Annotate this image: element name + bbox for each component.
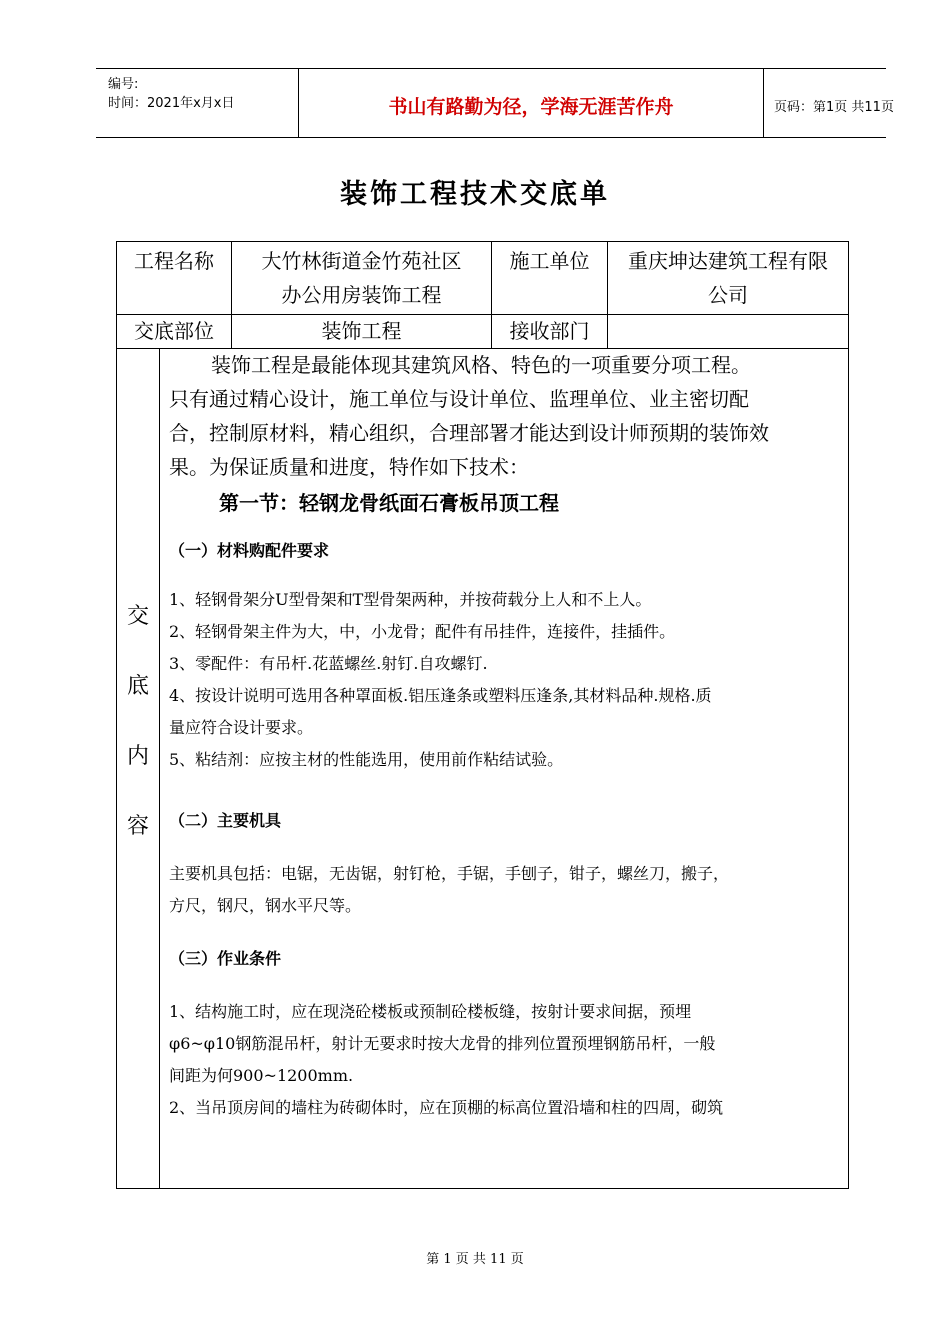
side-char: 底 xyxy=(126,674,149,699)
doc-date: 时间：2021年x月x日 xyxy=(108,96,235,111)
page-header xyxy=(96,68,894,138)
project-name-value xyxy=(232,244,491,312)
construction-unit-line: 公司 xyxy=(708,283,748,307)
conditions-list xyxy=(169,996,845,1124)
list-item: 1、结构施工时，应在现浇砼楼板或预制砼楼板缝，按射计要求间据，预埋 xyxy=(169,1002,692,1021)
list-item: 2、当吊顶房间的墙柱为砖砌体时，应在顶棚的标高位置沿墙和柱的四周，砌筑 xyxy=(169,1098,724,1117)
header-meta-cell xyxy=(96,69,299,137)
side-char: 内 xyxy=(126,744,149,769)
section-title: 第一节：轻钢龙骨纸面石膏板吊顶工程 xyxy=(219,491,559,515)
intro-line: 只有通过精心设计，施工单位与设计单位、监理单位、业主密切配 xyxy=(169,387,749,411)
motto-text: 书山有路勤为径，学海无涯苦作舟 xyxy=(388,96,674,118)
construction-unit-value xyxy=(608,244,848,312)
list-item: 方尺，钢尺，钢水平尺等。 xyxy=(169,896,362,915)
list-item: 间距为何900~1200mm. xyxy=(169,1066,354,1085)
list-item: 3、零配件：有吊杆.花蓝螺丝.射钉.自攻螺钉. xyxy=(169,654,488,673)
material-list xyxy=(169,584,845,776)
side-char: 容 xyxy=(126,814,149,839)
project-name-line: 办公用房装饰工程 xyxy=(281,283,442,307)
receiving-dept-label: 接收部门 xyxy=(509,319,590,343)
page-info: 页码：第1页 共11页 xyxy=(774,100,894,115)
list-item: φ6~φ10钢筋混吊杆，射计无要求时按大龙骨的排列位置预埋钢筋吊杆，一般 xyxy=(169,1034,716,1053)
intro-line: 合，控制原材料，精心组织，合理部署才能达到设计师预期的装饰效 xyxy=(169,421,769,445)
handover-part-label: 交底部位 xyxy=(134,319,214,343)
list-item: 2、轻钢骨架主件为大，中，小龙骨；配件有吊挂件，连接件，挂插件。 xyxy=(169,622,676,641)
construction-unit-label: 施工单位 xyxy=(509,249,590,273)
project-name-line: 大竹林街道金竹苑社区 xyxy=(261,249,462,273)
side-char: 交 xyxy=(126,604,149,629)
list-item: 4、按设计说明可选用各种罩面板.铝压逢条或塑料压逢条,其材料品种.规格.质 xyxy=(169,686,712,705)
document-title: 装饰工程技术交底单 xyxy=(340,179,610,210)
project-name-label: 工程名称 xyxy=(134,249,214,273)
construction-unit-line: 重庆坤达建筑工程有限 xyxy=(628,249,828,273)
doc-number-label: 编号: xyxy=(108,77,139,92)
header-page-cell xyxy=(764,69,894,137)
subsection-title: （二）主要机具 xyxy=(169,811,282,830)
handover-part-value: 装饰工程 xyxy=(321,319,402,343)
col-divider xyxy=(159,348,160,1188)
subsection-title: （一）材料购配件要求 xyxy=(169,541,330,560)
list-item: 5、粘结剂：应按主材的性能选用，使用前作粘结试验。 xyxy=(169,750,564,769)
intro-line: 果。为保证质量和进度，特作如下技术： xyxy=(169,455,529,479)
intro-line: 装饰工程是最能体现其建筑风格、特色的一项重要分项工程。 xyxy=(211,353,751,377)
header-motto-cell xyxy=(299,69,764,137)
subsection-title: （三）作业条件 xyxy=(169,949,282,968)
list-item: 主要机具包括：电锯，无齿锯，射钉枪，手锯，手刨子，钳子，螺丝刀，搬子， xyxy=(169,864,730,883)
list-item: 量应符合设计要求。 xyxy=(169,718,314,737)
content-body xyxy=(169,348,845,1124)
list-item: 1、轻钢骨架分U型骨架和T型骨架两种，并按荷载分上人和不上人。 xyxy=(169,590,652,609)
tools-list xyxy=(169,858,845,922)
handover-table xyxy=(116,241,849,1189)
page-footer: 第 1 页 共 11 页 xyxy=(426,1252,524,1267)
